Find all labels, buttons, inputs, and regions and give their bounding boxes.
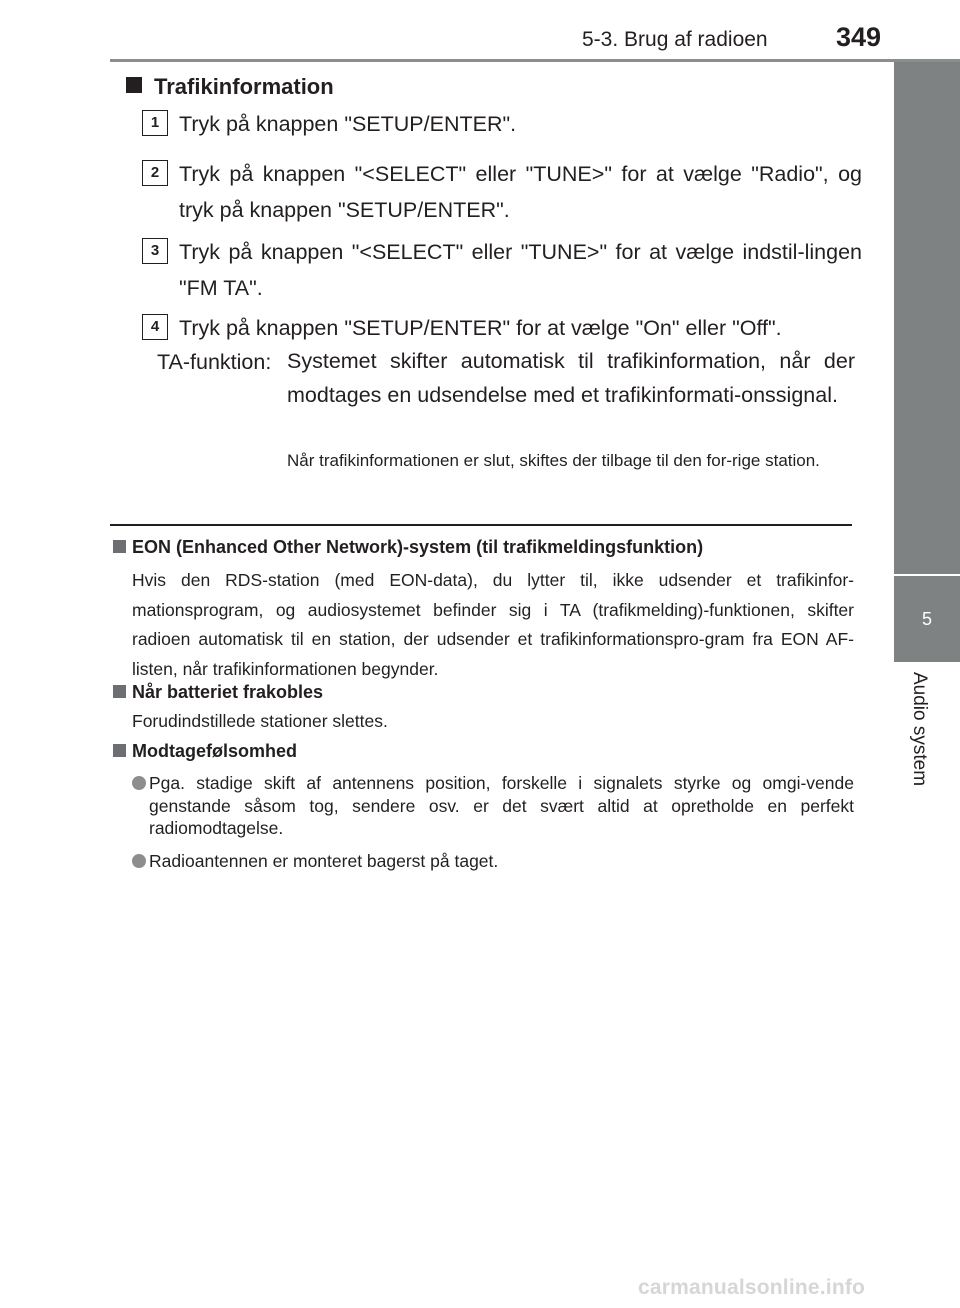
bullet-text: Pga. stadige skift af antennens position, forskelle i signalets styrke og omgi-vende genstande såsom tog, sendere osv. er det svært altid at opretholde en perfekt radiomodtagelse. [149,773,854,838]
step-text: Tryk på knappen "<SELECT" eller "TUNE>" for at vælge indstil-lingen "FM TA". [179,240,862,300]
step-2 [142,156,862,228]
chapter-title-vertical: Audio system [909,672,930,787]
chapter-number-tab: 5 [894,576,960,662]
note-heading-reception [113,741,297,762]
bullet-item [132,772,854,840]
ta-function-description: Systemet skifter automatisk til trafikinformation, når der modtages en udsendelse med et trafikinformati-onssignal. [287,349,855,407]
step-text: Tryk på knappen "SETUP/ENTER" for at vælge "On" eller "Off". [179,316,782,340]
bullet-dot-icon [132,854,146,868]
step-number-badge: 1 [142,110,168,136]
square-bullet-icon [126,77,142,93]
section-divider [110,524,852,526]
step-number-badge: 3 [142,238,168,264]
square-bullet-icon [113,540,126,553]
note-heading-eon [113,537,703,558]
note-body-battery: Forudindstillede stationer slettes. [132,711,388,731]
header-section-title: 5-3. Brug af radioen [582,28,768,51]
square-bullet-icon [113,744,126,757]
section-heading [126,74,334,100]
step-text: Tryk på knappen "SETUP/ENTER". [179,112,517,136]
step-number-badge: 2 [142,160,168,186]
ta-function-label: TA-funktion: [157,350,272,374]
step-text: Tryk på knappen "<SELECT" eller "TUNE>" for at vælge "Radio", og tryk på knappen "SETUP/ENTER". [179,162,862,222]
note-body-eon: Hvis den RDS-station (med EON-data), du lytter til, ikke udsender et trafikinfor-mationsprogram, og audiosystemet befinder sig i TA (trafikmelding)-funktionen, skifter radioen automatisk til en station, der udsender et trafikinformationspro-gram fra EON AF-listen, når trafikinformationen begynder. [132,570,854,679]
note-heading-text: Når batteriet frakobles [132,682,324,702]
section-heading-text: Trafikinformation [154,74,334,99]
side-tab-bar [894,62,960,574]
watermark: carmanualsonline.info [638,1276,866,1299]
step-4 [142,310,862,346]
step-3 [142,234,862,306]
bullet-dot-icon [132,776,146,790]
note-heading-text: EON (Enhanced Other Network)-system (til trafikmeldingsfunktion) [132,537,704,557]
note-heading-text: Modtagefølsomhed [132,741,297,761]
note-heading-battery [113,682,323,703]
bullet-item [132,850,854,873]
step-number-badge: 4 [142,314,168,340]
square-bullet-icon [113,685,126,698]
header-divider [110,59,960,62]
bullet-text: Radioantennen er monteret bagerst på taget. [149,851,499,871]
page-number: 349 [836,22,882,52]
ta-function-note: Når trafikinformationen er slut, skiftes der tilbage til den for-rige station. [287,451,820,470]
step-1 [142,106,862,142]
